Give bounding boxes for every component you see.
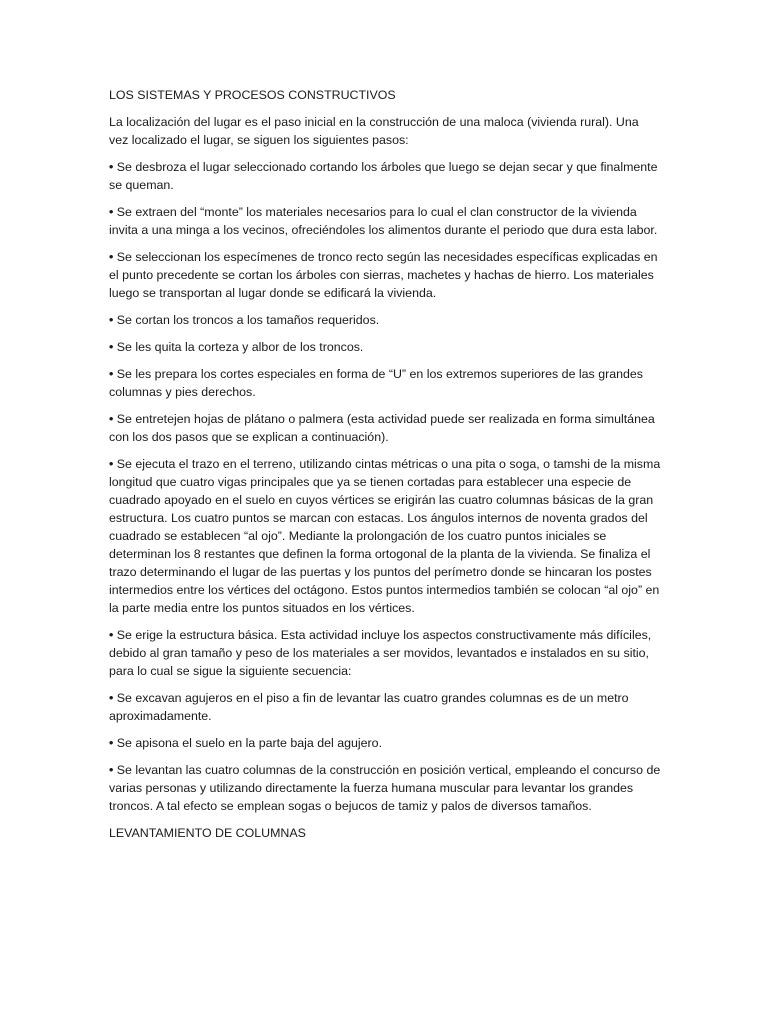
bullet-icon: • bbox=[109, 412, 114, 426]
list-item-text: Se cortan los troncos a los tamaños requeridos. bbox=[116, 313, 380, 327]
list-item-text: Se les quita la corteza y albor de los troncos. bbox=[116, 340, 364, 354]
list-item bbox=[109, 158, 661, 194]
bullet-icon: • bbox=[109, 736, 114, 750]
bullet-icon: • bbox=[109, 340, 114, 354]
list-item-text: Se ejecuta el trazo en el terreno, utilizando cintas métricas o una pita o soga, o tamshi de la misma longitud que cuatro vigas principales que ya se tienen cortadas para establecer una especie de cuadrado apoyado en el suelo en cuyos vértices se erigirán las cuatro columnas básicas de la gran estructura. Los cuatro puntos se marcan con estacas. Los ángulos internos de noventa grados del cuadrado se establecen “al ojo”. Mediante la prolongación de los cuatro puntos iniciales se determinan los 8 restantes que definen la forma ortogonal de la planta de la vivienda. Se finaliza el trazo determinando el lugar de las puertas y los puntos del perímetro donde se hincaran los postes intermedios entre los vértices del octágono. Estos puntos intermedios también se colocan “al ojo” en la parte media entre los puntos situados en los vértices. bbox=[109, 457, 661, 615]
section-heading: LEVANTAMIENTO DE COLUMNAS bbox=[109, 826, 306, 840]
bullet-icon: • bbox=[109, 313, 114, 327]
list-item bbox=[109, 626, 661, 680]
document-body bbox=[109, 86, 661, 851]
list-item bbox=[109, 410, 661, 446]
intro-paragraph: La localización del lugar es el paso inicial en la construcción de una maloca (vivienda rural). Una vez localizado el lugar, se siguen los siguientes pasos: bbox=[109, 115, 639, 147]
list-item-text: Se erige la estructura básica. Esta actividad incluye los aspectos constructivamente más difíciles, debido al gran tamaño y peso de los materiales a ser movidos, levantados e instalados en su sitio, para lo cual se sigue la siguiente secuencia: bbox=[109, 628, 652, 678]
list-item bbox=[109, 203, 661, 239]
bullet-icon: • bbox=[109, 250, 114, 264]
list-item bbox=[109, 311, 661, 329]
list-item-text: Se entretejen hojas de plátano o palmera (esta actividad puede ser realizada en forma simultánea con los dos pasos que se explican a continuación). bbox=[109, 412, 655, 444]
bullet-icon: • bbox=[109, 763, 114, 777]
list-item bbox=[109, 338, 661, 356]
list-item-text: Se excavan agujeros en el piso a fin de levantar las cuatro grandes columnas es de un metro aproximadamente. bbox=[109, 691, 629, 723]
bullet-icon: • bbox=[109, 628, 114, 642]
list-item bbox=[109, 455, 661, 617]
bullet-icon: • bbox=[109, 205, 114, 219]
list-item-text: Se apisona el suelo en la parte baja del agujero. bbox=[116, 736, 383, 750]
bullet-icon: • bbox=[109, 691, 114, 705]
bullet-icon: • bbox=[109, 160, 114, 174]
list-item-text: Se levantan las cuatro columnas de la construcción en posición vertical, empleando el concurso de varias personas y utilizando directamente la fuerza humana muscular para levantar los grandes troncos. A tal efecto se emplean sogas o bejucos de tamiz y palos de diversos tamaños. bbox=[109, 763, 661, 813]
list-item-text: Se desbroza el lugar seleccionado cortando los árboles que luego se dejan secar y que finalmente se queman. bbox=[109, 160, 658, 192]
list-item bbox=[109, 248, 661, 302]
list-item bbox=[109, 761, 661, 815]
list-item-text: Se les prepara los cortes especiales en forma de “U” en los extremos superiores de las grandes columnas y pies derechos. bbox=[109, 367, 643, 399]
bullet-icon: • bbox=[109, 367, 114, 381]
page-title: LOS SISTEMAS Y PROCESOS CONSTRUCTIVOS bbox=[109, 88, 396, 102]
list-item bbox=[109, 365, 661, 401]
list-item-text: Se seleccionan los especímenes de tronco recto según las necesidades específicas explicadas en el punto precedente se cortan los árboles con sierras, machetes y hachas de hierro. Los materiales luego se transportan al lugar donde se edificará la vivienda. bbox=[109, 250, 658, 300]
bullet-icon: • bbox=[109, 457, 114, 471]
list-item bbox=[109, 734, 661, 752]
list-item-text: Se extraen del “monte” los materiales necesarios para lo cual el clan constructor de la vivienda invita a una minga a los vecinos, ofreciéndoles los alimentos durante el periodo que dura esta labor. bbox=[109, 205, 658, 237]
list-item bbox=[109, 689, 661, 725]
